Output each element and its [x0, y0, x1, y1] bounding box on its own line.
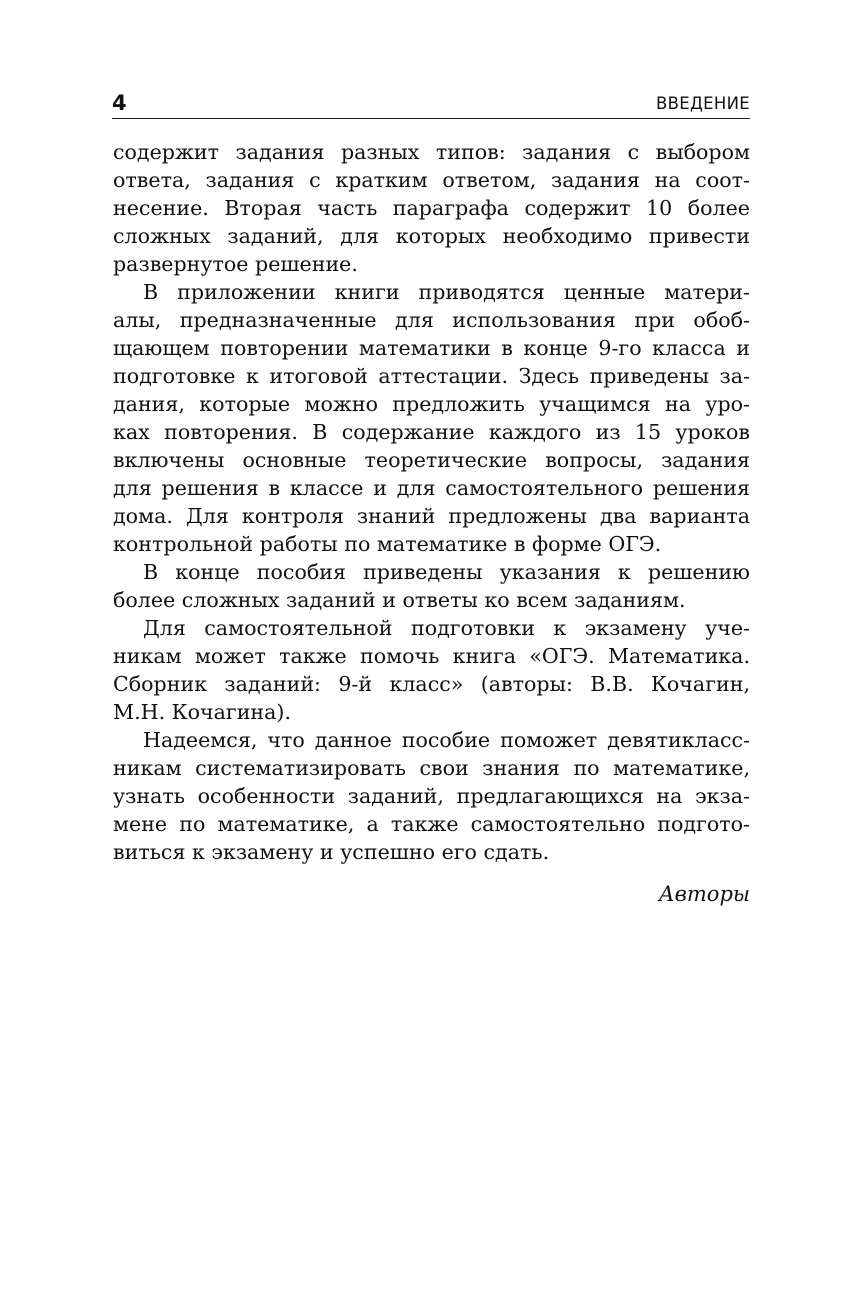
text-line: сложных заданий, для которых необходимо привести — [113, 224, 750, 248]
text-line: Для самостоятельной подготовки к экзамену уче- — [143, 616, 750, 640]
text-line: включены основные теоретические вопросы, задания — [113, 448, 750, 472]
text-line: содержит задания разных типов: задания с выбором — [113, 140, 750, 164]
text-line: никам систематизировать свои знания по математике, — [113, 756, 750, 780]
text-line: М.Н. Кочагина). — [113, 700, 292, 724]
text-line: В приложении книги приводятся ценные матери- — [143, 280, 750, 304]
text-line: дания, которые можно предложить учащимся на уро- — [113, 392, 750, 416]
text-line: контрольной работы по математике в форме ОГЭ. — [113, 532, 662, 556]
text-line: подготовке к итоговой аттестации. Здесь приведены за- — [113, 364, 750, 388]
section-title: ВВЕДЕНИЕ — [656, 94, 750, 113]
text-line: для решения в классе и для самостоятельного решения — [113, 476, 750, 500]
text-line: алы, предназначенные для использования при обоб- — [113, 308, 750, 332]
text-line: узнать особенности заданий, предлагающихся на экза- — [113, 784, 750, 808]
text-line: В конце пособия приведены указания к решению — [143, 560, 750, 584]
body-text — [113, 138, 750, 866]
text-line: более сложных заданий и ответы ко всем заданиям. — [113, 588, 686, 612]
text-line: ответа, задания с кратким ответом, задания на соот- — [113, 168, 750, 192]
text-line: щающем повторении математики в конце 9-го класса и — [113, 336, 750, 360]
text-line: мене по математике, а также самостоятельно подгото- — [113, 812, 750, 836]
text-line: Сборник заданий: 9-й класс» (авторы: В.В. Кочагин, — [113, 672, 750, 696]
text-line: никам может также помочь книга «ОГЭ. Математика. — [113, 644, 750, 668]
text-line: ках повторения. В содержание каждого из 15 уроков — [113, 420, 750, 444]
running-head — [112, 88, 750, 119]
authors-signature: Авторы — [658, 882, 750, 906]
text-line: Надеемся, что данное пособие поможет девятикласс- — [143, 728, 750, 752]
text-line: несение. Вторая часть параграфа содержит 10 более — [113, 196, 750, 220]
text-line: дома. Для контроля знаний предложены два варианта — [113, 504, 750, 528]
text-line: развернутое решение. — [113, 252, 358, 276]
page-number: 4 — [112, 91, 127, 115]
text-line: виться к экзамену и успешно его сдать. — [113, 840, 550, 864]
